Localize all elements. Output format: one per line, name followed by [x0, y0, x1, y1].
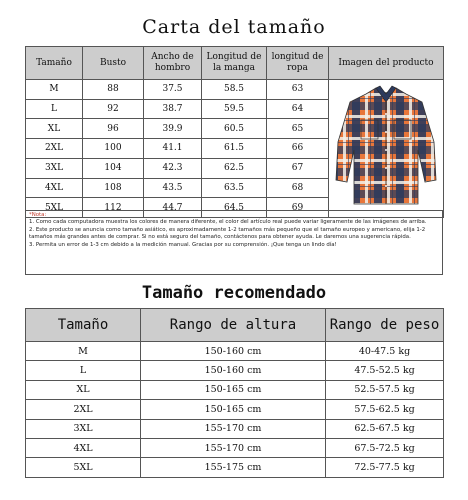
header-size: Tamaño [26, 309, 141, 342]
cell-shoulder: 44.7 [144, 198, 202, 218]
cell-height: 155-170 cm [141, 419, 326, 438]
plaid-shirt-image [330, 80, 442, 214]
cell-length: 65 [267, 119, 329, 139]
recommended-size-table [25, 308, 444, 478]
cell-weight: 47.5-52.5 kg [326, 361, 444, 380]
product-image-cell [329, 80, 444, 218]
size-chart-table [25, 46, 444, 218]
cell-weight: 67.5-72.5 kg [326, 438, 444, 457]
cell-weight: 40-47.5 kg [326, 342, 444, 361]
cell-length: 67 [267, 158, 329, 178]
table-row [26, 400, 444, 419]
cell-size: 3XL [26, 419, 141, 438]
cell-shoulder: 41.1 [144, 139, 202, 159]
cell-shoulder: 39.9 [144, 119, 202, 139]
cell-sleeve: 62.5 [202, 158, 267, 178]
cell-bust: 112 [83, 198, 144, 218]
cell-size: M [26, 342, 141, 361]
cell-weight: 57.5-62.5 kg [326, 400, 444, 419]
cell-length: 69 [267, 198, 329, 218]
table-row [26, 380, 444, 399]
cell-bust: 96 [83, 119, 144, 139]
cell-shoulder: 43.5 [144, 178, 202, 198]
cell-size: 2XL [26, 139, 83, 159]
cell-height: 150-160 cm [141, 361, 326, 380]
cell-sleeve: 58.5 [202, 80, 267, 100]
notes-box [25, 210, 443, 275]
table-row [26, 438, 444, 457]
cell-size: XL [26, 119, 83, 139]
header-length: longitud de ropa [267, 47, 329, 80]
cell-height: 150-165 cm [141, 380, 326, 399]
cell-size: 4XL [26, 438, 141, 457]
cell-bust: 88 [83, 80, 144, 100]
notes-heading: *Nota: [29, 212, 47, 218]
table-row [26, 361, 444, 380]
cell-height: 150-160 cm [141, 342, 326, 361]
cell-height: 150-165 cm [141, 400, 326, 419]
cell-length: 66 [267, 139, 329, 159]
header-height-range: Rango de altura [141, 309, 326, 342]
note-1: 1. Como cada computadora muestra los colores de manera diferente, el color del artículo real puede variar ligeramente de las imágenes de arriba. [29, 219, 427, 226]
cell-weight: 72.5-77.5 kg [326, 458, 444, 477]
cell-size: 4XL [26, 178, 83, 198]
cell-shoulder: 37.5 [144, 80, 202, 100]
cell-sleeve: 63.5 [202, 178, 267, 198]
cell-size: L [26, 361, 141, 380]
cell-height: 155-175 cm [141, 458, 326, 477]
header-weight-range: Rango de peso [326, 309, 444, 342]
cell-bust: 100 [83, 139, 144, 159]
note-3: 3. Permita un error de 1-3 cm debido a la medición manual. Gracias por su comprensión. ¡Que tenga un lindo día! [29, 241, 337, 248]
cell-size: XL [26, 380, 141, 399]
cell-size: M [26, 80, 83, 100]
cell-height: 155-170 cm [141, 438, 326, 457]
cell-weight: 52.5-57.5 kg [326, 380, 444, 399]
cell-bust: 108 [83, 178, 144, 198]
cell-sleeve: 61.5 [202, 139, 267, 159]
cell-sleeve: 59.5 [202, 99, 267, 119]
header-size: Tamaño [26, 47, 83, 80]
size-chart-header-row [26, 47, 444, 80]
header-shoulder: Ancho de hombro [144, 47, 202, 80]
table-row [26, 419, 444, 438]
cell-length: 68 [267, 178, 329, 198]
cell-size: 2XL [26, 400, 141, 419]
header-bust: Busto [83, 47, 144, 80]
cell-size: 5XL [26, 198, 83, 218]
header-sleeve: Longitud de la manga [202, 47, 267, 80]
recommended-header-row [26, 309, 444, 342]
cell-sleeve: 60.5 [202, 119, 267, 139]
table-row [26, 80, 444, 100]
cell-size: 3XL [26, 158, 83, 178]
cell-weight: 62.5-67.5 kg [326, 419, 444, 438]
table-row [26, 342, 444, 361]
table-row [26, 458, 444, 477]
cell-bust: 104 [83, 158, 144, 178]
cell-size: 5XL [26, 458, 141, 477]
cell-length: 64 [267, 99, 329, 119]
cell-sleeve: 64.5 [202, 198, 267, 218]
cell-bust: 92 [83, 99, 144, 119]
cell-size: L [26, 99, 83, 119]
cell-length: 63 [267, 80, 329, 100]
cell-shoulder: 38.7 [144, 99, 202, 119]
recommended-size-title: Tamaño recomendado [141, 283, 327, 303]
cell-shoulder: 42.3 [144, 158, 202, 178]
size-chart-title: Carta del tamaño [142, 16, 326, 38]
header-product-image: Imagen del producto [329, 47, 444, 80]
note-2: 2. Este producto se anuncia como tamaño asiático, es aproximadamente 1-2 tamaños más pequeño que el tamaño europeo y americano, elija 1-2 tamaños más grandes antes de comprar. Si no está seguro del tamaño, contáctenos para obtener ayuda. Le daremos una sugerencia rápida. [29, 226, 426, 241]
